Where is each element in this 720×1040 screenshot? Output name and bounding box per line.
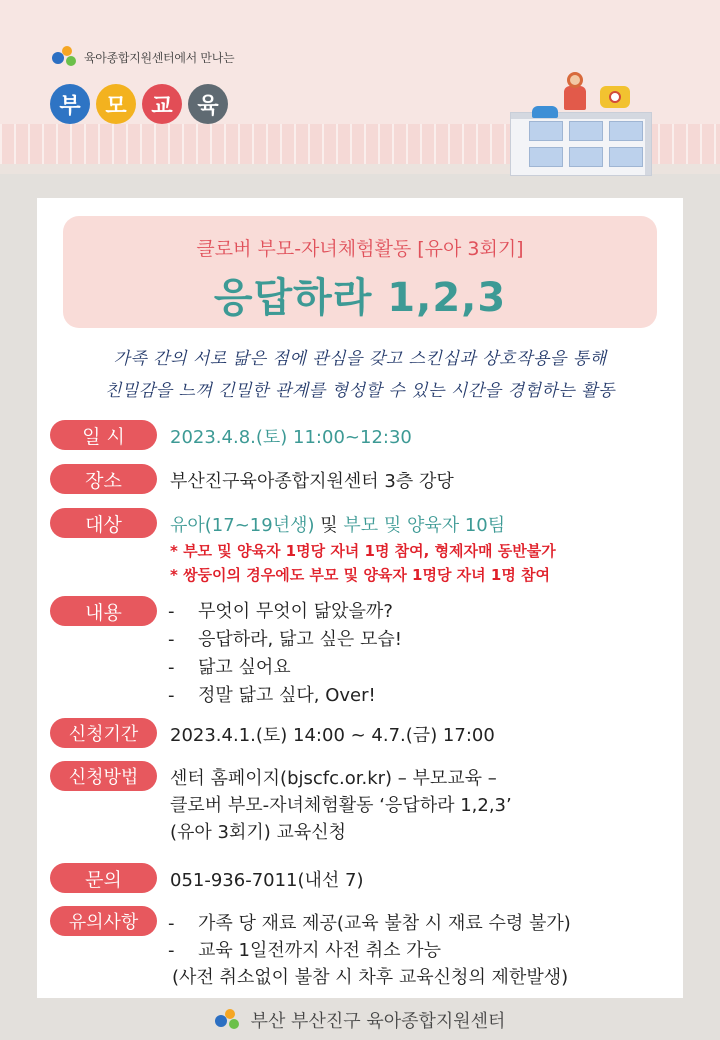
method-line-3: (유아 3회기) 교육신청	[170, 822, 347, 843]
method-line-2: 클로버 부모-자녀체험활동 ‘응답하라 1,2,3’	[170, 795, 512, 816]
target-note-2: * 쌍둥이의 경우에도 부모 및 양육자 1명당 자녀 1명 참여	[170, 566, 551, 584]
method-line-1: 센터 홈페이지(bjscfc.or.kr) – 부모교육 –	[170, 768, 497, 789]
badge-mo: 모	[96, 84, 136, 124]
period-label: 신청기간	[50, 718, 157, 748]
method-label: 신청방법	[50, 761, 157, 791]
intro-line-2: 친밀감을 느껴 긴밀한 관계를 형성할 수 있는 시간을 경험하는 활동	[104, 381, 616, 401]
contact-label: 문의	[50, 863, 157, 893]
target-and: 및	[314, 515, 344, 536]
target-children: 유아(17~19년생)	[170, 515, 315, 536]
target-note-1: * 부모 및 양육자 1명당 자녀 1명 참여, 형제자매 동반불가	[170, 542, 556, 560]
toy-car-icon	[532, 106, 558, 118]
place-value: 부산진구육아종합지원센터 3층 강당	[170, 471, 454, 492]
content-item: - 무엇이 무엇이 닮았을까?	[168, 601, 393, 622]
content-item: - 닮고 싶어요	[168, 657, 291, 678]
center-logo-icon	[215, 1009, 241, 1031]
center-logo-icon	[52, 46, 78, 68]
footer	[0, 1000, 720, 1040]
toy-shelf-illustration	[510, 104, 650, 170]
notes-item-2: - 교육 1일전까지 사전 취소 가능	[168, 940, 441, 961]
doll-icon	[560, 72, 590, 112]
badge-yuk: 육	[188, 84, 228, 124]
content-item: - 정말 닮고 싶다, Over!	[168, 685, 376, 706]
center-tagline: 육아종합지원센터에서 만나는	[84, 50, 235, 65]
notes-item-3: (사전 취소없이 불참 시 차후 교육신청의 제한발생)	[172, 967, 569, 988]
program-title: 응답하라 1,2,3	[213, 275, 507, 321]
target-value	[170, 511, 505, 537]
content-label: 내용	[50, 596, 157, 626]
intro-line-1: 가족 간의 서로 닮은 점에 관심을 갖고 스킨십과 상호작용을 통해	[113, 349, 607, 369]
content-item: - 응답하라, 닮고 싶은 모습!	[168, 629, 402, 650]
badge-gyo: 교	[142, 84, 182, 124]
contact-value: 051-936-7011(내선 7)	[170, 870, 364, 891]
notes-label: 유의사항	[50, 906, 157, 936]
title-box	[63, 216, 657, 328]
date-label: 일 시	[50, 420, 157, 450]
parent-education-badges	[50, 84, 228, 124]
toy-phone-icon	[600, 86, 630, 108]
footer-org-name: 부산 부산진구 육아종합지원센터	[250, 1011, 506, 1032]
target-parents: 부모 및 양육자 10팀	[343, 515, 506, 536]
place-label: 장소	[50, 464, 157, 494]
period-value: 2023.4.1.(토) 14:00 ~ 4.7.(금) 17:00	[170, 725, 495, 746]
center-logo-row	[52, 46, 234, 68]
program-subtitle: 클로버 부모-자녀체험활동 [유아 3회기]	[196, 238, 524, 260]
notes-item-1: - 가족 당 재료 제공(교육 불참 시 재료 수령 불가)	[168, 913, 571, 934]
date-value: 2023.4.8.(토) 11:00~12:30	[170, 427, 412, 448]
target-label: 대상	[50, 508, 157, 538]
badge-bu: 부	[50, 84, 90, 124]
poster-card	[37, 198, 683, 998]
